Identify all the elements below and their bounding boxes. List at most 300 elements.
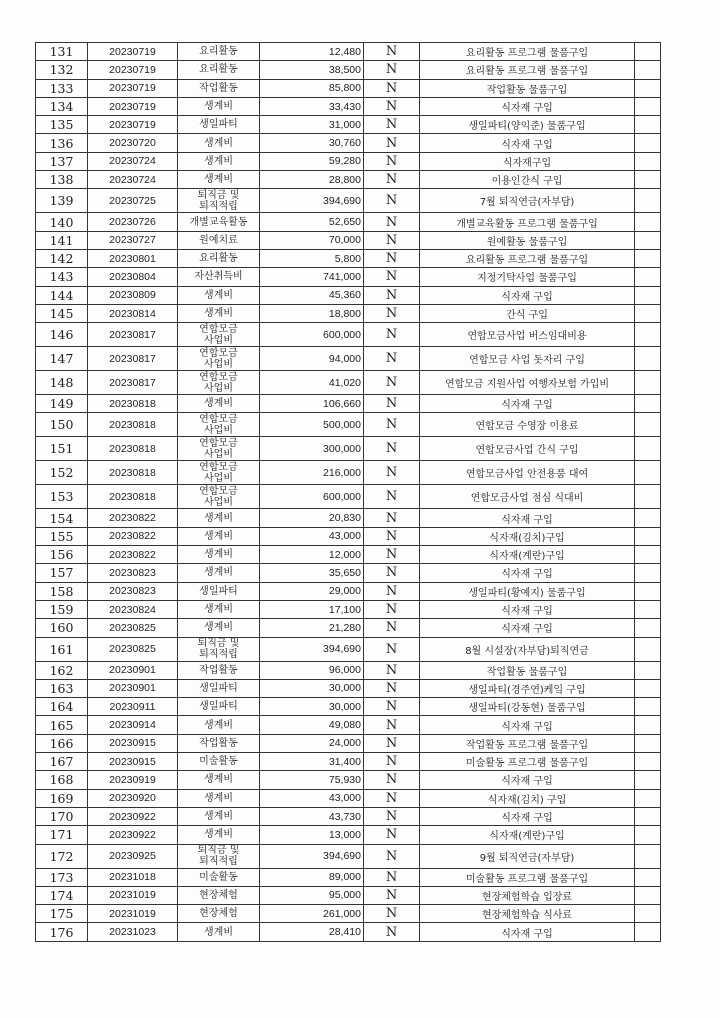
row-description: 9월 퇴직연금(자부담) bbox=[420, 844, 635, 868]
row-amount: 394,690 bbox=[260, 637, 364, 661]
row-blank-cell bbox=[635, 826, 661, 844]
row-date: 20230804 bbox=[88, 268, 178, 286]
row-number: 171 bbox=[36, 826, 88, 844]
row-flag: N bbox=[364, 152, 420, 170]
row-description: 개별교육활동 프로그램 물품구입 bbox=[420, 213, 635, 231]
row-description: 미술활동 프로그램 물품구입 bbox=[420, 753, 635, 771]
table-row bbox=[36, 116, 661, 134]
row-description: 연합모금 수영장 이용료 bbox=[420, 413, 635, 437]
row-description: 현장체험학습 식사료 bbox=[420, 905, 635, 923]
row-description: 연합모금사업 버스임대비용 bbox=[420, 323, 635, 347]
row-date: 20230920 bbox=[88, 789, 178, 807]
row-number: 142 bbox=[36, 249, 88, 267]
row-number: 133 bbox=[36, 79, 88, 97]
row-flag: N bbox=[364, 134, 420, 152]
row-amount: 30,760 bbox=[260, 134, 364, 152]
row-amount: 31,400 bbox=[260, 753, 364, 771]
row-date: 20230817 bbox=[88, 347, 178, 371]
row-description: 현장체험학습 입장료 bbox=[420, 886, 635, 904]
row-blank-cell bbox=[635, 564, 661, 582]
row-flag: N bbox=[364, 807, 420, 825]
row-category: 현장체험 bbox=[178, 886, 260, 904]
row-number: 145 bbox=[36, 304, 88, 322]
row-amount: 12,480 bbox=[260, 43, 364, 61]
row-date: 20230822 bbox=[88, 527, 178, 545]
row-flag: N bbox=[364, 347, 420, 371]
row-blank-cell bbox=[635, 753, 661, 771]
row-amount: 95,000 bbox=[260, 886, 364, 904]
row-category: 개별교육활동 bbox=[178, 213, 260, 231]
row-flag: N bbox=[364, 437, 420, 461]
row-description: 연합모금사업 간식 구입 bbox=[420, 437, 635, 461]
row-description: 지정기탁사업 물품구입 bbox=[420, 268, 635, 286]
row-description: 식자재 구입 bbox=[420, 771, 635, 789]
row-flag: N bbox=[364, 527, 420, 545]
table-row bbox=[36, 600, 661, 618]
row-amount: 29,000 bbox=[260, 582, 364, 600]
row-flag: N bbox=[364, 43, 420, 61]
row-number: 162 bbox=[36, 661, 88, 679]
expense-ledger-table bbox=[35, 42, 661, 942]
row-amount: 85,800 bbox=[260, 79, 364, 97]
table-row bbox=[36, 152, 661, 170]
row-blank-cell bbox=[635, 844, 661, 868]
table-row bbox=[36, 582, 661, 600]
row-amount: 17,100 bbox=[260, 600, 364, 618]
row-description: 연합모금사업 점심 식대비 bbox=[420, 485, 635, 509]
table-row bbox=[36, 97, 661, 115]
row-flag: N bbox=[364, 61, 420, 79]
table-row bbox=[36, 546, 661, 564]
row-category: 생계비 bbox=[178, 286, 260, 304]
row-flag: N bbox=[364, 509, 420, 527]
row-number: 156 bbox=[36, 546, 88, 564]
row-date: 20230817 bbox=[88, 323, 178, 347]
row-date: 20230922 bbox=[88, 807, 178, 825]
table-row bbox=[36, 213, 661, 231]
row-blank-cell bbox=[635, 868, 661, 886]
row-category: 생계비 bbox=[178, 564, 260, 582]
row-flag: N bbox=[364, 661, 420, 679]
row-date: 20230817 bbox=[88, 371, 178, 395]
row-description: 식자재 구입 bbox=[420, 286, 635, 304]
row-date: 20230823 bbox=[88, 582, 178, 600]
row-number: 164 bbox=[36, 698, 88, 716]
row-number: 144 bbox=[36, 286, 88, 304]
table-row bbox=[36, 679, 661, 697]
row-blank-cell bbox=[635, 807, 661, 825]
row-amount: 94,000 bbox=[260, 347, 364, 371]
row-date: 20230911 bbox=[88, 698, 178, 716]
row-description: 작업활동 물품구입 bbox=[420, 661, 635, 679]
row-description: 식자재(계란)구입 bbox=[420, 546, 635, 564]
row-category: 생일파티 bbox=[178, 116, 260, 134]
row-description: 식자재구입 bbox=[420, 152, 635, 170]
row-blank-cell bbox=[635, 323, 661, 347]
table-row bbox=[36, 527, 661, 545]
row-flag: N bbox=[364, 826, 420, 844]
row-number: 150 bbox=[36, 413, 88, 437]
row-category: 요리활동 bbox=[178, 61, 260, 79]
row-description: 식자재(계란)구입 bbox=[420, 826, 635, 844]
row-date: 20230914 bbox=[88, 716, 178, 734]
row-number: 157 bbox=[36, 564, 88, 582]
row-amount: 28,410 bbox=[260, 923, 364, 941]
row-flag: N bbox=[364, 886, 420, 904]
row-flag: N bbox=[364, 97, 420, 115]
row-category: 연합모금 사업비 bbox=[178, 347, 260, 371]
row-flag: N bbox=[364, 231, 420, 249]
row-blank-cell bbox=[635, 734, 661, 752]
row-flag: N bbox=[364, 868, 420, 886]
row-amount: 394,690 bbox=[260, 189, 364, 213]
table-row bbox=[36, 807, 661, 825]
row-amount: 5,800 bbox=[260, 249, 364, 267]
row-category: 요리활동 bbox=[178, 249, 260, 267]
row-date: 20230818 bbox=[88, 437, 178, 461]
table-row bbox=[36, 323, 661, 347]
row-category: 생계비 bbox=[178, 807, 260, 825]
row-flag: N bbox=[364, 679, 420, 697]
row-blank-cell bbox=[635, 600, 661, 618]
row-date: 20230919 bbox=[88, 771, 178, 789]
row-description: 생일파티(황예지) 물품구입 bbox=[420, 582, 635, 600]
row-number: 141 bbox=[36, 231, 88, 249]
row-amount: 45,360 bbox=[260, 286, 364, 304]
row-amount: 106,660 bbox=[260, 395, 364, 413]
row-blank-cell bbox=[635, 582, 661, 600]
row-flag: N bbox=[364, 619, 420, 637]
row-flag: N bbox=[364, 734, 420, 752]
row-blank-cell bbox=[635, 213, 661, 231]
row-date: 20230915 bbox=[88, 753, 178, 771]
row-amount: 89,000 bbox=[260, 868, 364, 886]
row-category: 생일파티 bbox=[178, 679, 260, 697]
row-number: 170 bbox=[36, 807, 88, 825]
row-blank-cell bbox=[635, 637, 661, 661]
row-date: 20230824 bbox=[88, 600, 178, 618]
row-description: 식자재 구입 bbox=[420, 509, 635, 527]
row-category: 생계비 bbox=[178, 152, 260, 170]
row-amount: 600,000 bbox=[260, 323, 364, 347]
row-date: 20230818 bbox=[88, 485, 178, 509]
row-blank-cell bbox=[635, 395, 661, 413]
row-amount: 216,000 bbox=[260, 461, 364, 485]
row-flag: N bbox=[364, 268, 420, 286]
row-blank-cell bbox=[635, 286, 661, 304]
table-row bbox=[36, 347, 661, 371]
row-amount: 12,000 bbox=[260, 546, 364, 564]
row-date: 20230724 bbox=[88, 171, 178, 189]
row-blank-cell bbox=[635, 43, 661, 61]
row-description: 식자재 구입 bbox=[420, 97, 635, 115]
row-date: 20230818 bbox=[88, 395, 178, 413]
table-row bbox=[36, 923, 661, 941]
row-number: 152 bbox=[36, 461, 88, 485]
row-blank-cell bbox=[635, 268, 661, 286]
row-number: 159 bbox=[36, 600, 88, 618]
row-blank-cell bbox=[635, 97, 661, 115]
row-blank-cell bbox=[635, 116, 661, 134]
row-number: 154 bbox=[36, 509, 88, 527]
row-date: 20230725 bbox=[88, 189, 178, 213]
row-blank-cell bbox=[635, 171, 661, 189]
row-number: 136 bbox=[36, 134, 88, 152]
row-flag: N bbox=[364, 189, 420, 213]
row-number: 153 bbox=[36, 485, 88, 509]
row-amount: 13,000 bbox=[260, 826, 364, 844]
row-date: 20231018 bbox=[88, 868, 178, 886]
row-number: 137 bbox=[36, 152, 88, 170]
row-date: 20230818 bbox=[88, 461, 178, 485]
row-description: 요리활동 프로그램 물품구입 bbox=[420, 249, 635, 267]
row-flag: N bbox=[364, 753, 420, 771]
row-category: 생계비 bbox=[178, 546, 260, 564]
row-category: 생계비 bbox=[178, 600, 260, 618]
row-number: 155 bbox=[36, 527, 88, 545]
row-description: 생일파티(양익준) 물품구입 bbox=[420, 116, 635, 134]
row-date: 20230719 bbox=[88, 79, 178, 97]
row-category: 연합모금 사업비 bbox=[178, 371, 260, 395]
row-number: 158 bbox=[36, 582, 88, 600]
row-amount: 43,000 bbox=[260, 527, 364, 545]
table-row bbox=[36, 79, 661, 97]
row-blank-cell bbox=[635, 886, 661, 904]
row-number: 131 bbox=[36, 43, 88, 61]
row-blank-cell bbox=[635, 304, 661, 322]
row-category: 작업활동 bbox=[178, 734, 260, 752]
row-category: 생계비 bbox=[178, 395, 260, 413]
row-flag: N bbox=[364, 171, 420, 189]
table-row bbox=[36, 413, 661, 437]
row-category: 퇴직금 및 퇴직적립 bbox=[178, 189, 260, 213]
row-blank-cell bbox=[635, 527, 661, 545]
row-description: 작업활동 물품구입 bbox=[420, 79, 635, 97]
row-blank-cell bbox=[635, 134, 661, 152]
table-row bbox=[36, 886, 661, 904]
table-row bbox=[36, 134, 661, 152]
row-blank-cell bbox=[635, 789, 661, 807]
row-category: 생계비 bbox=[178, 789, 260, 807]
row-date: 20230901 bbox=[88, 679, 178, 697]
row-blank-cell bbox=[635, 546, 661, 564]
row-amount: 600,000 bbox=[260, 485, 364, 509]
row-blank-cell bbox=[635, 509, 661, 527]
row-description: 연합모금 사업 돗자리 구입 bbox=[420, 347, 635, 371]
row-category: 연합모금 사업비 bbox=[178, 485, 260, 509]
row-category: 생계비 bbox=[178, 923, 260, 941]
row-flag: N bbox=[364, 371, 420, 395]
row-description: 간식 구입 bbox=[420, 304, 635, 322]
row-blank-cell bbox=[635, 679, 661, 697]
row-flag: N bbox=[364, 600, 420, 618]
row-category: 작업활동 bbox=[178, 661, 260, 679]
row-amount: 52,650 bbox=[260, 213, 364, 231]
row-number: 134 bbox=[36, 97, 88, 115]
row-blank-cell bbox=[635, 347, 661, 371]
row-number: 149 bbox=[36, 395, 88, 413]
row-category: 생계비 bbox=[178, 304, 260, 322]
row-number: 135 bbox=[36, 116, 88, 134]
table-row bbox=[36, 395, 661, 413]
row-description: 생일파티(경주연)케잌 구입 bbox=[420, 679, 635, 697]
row-number: 166 bbox=[36, 734, 88, 752]
row-flag: N bbox=[364, 698, 420, 716]
row-flag: N bbox=[364, 637, 420, 661]
row-flag: N bbox=[364, 771, 420, 789]
row-blank-cell bbox=[635, 619, 661, 637]
row-date: 20230719 bbox=[88, 61, 178, 79]
row-number: 147 bbox=[36, 347, 88, 371]
row-date: 20230814 bbox=[88, 304, 178, 322]
row-category: 생계비 bbox=[178, 771, 260, 789]
row-number: 167 bbox=[36, 753, 88, 771]
row-date: 20230724 bbox=[88, 152, 178, 170]
row-flag: N bbox=[364, 546, 420, 564]
row-flag: N bbox=[364, 286, 420, 304]
row-flag: N bbox=[364, 304, 420, 322]
row-date: 20230915 bbox=[88, 734, 178, 752]
table-row bbox=[36, 734, 661, 752]
row-blank-cell bbox=[635, 371, 661, 395]
row-category: 생계비 bbox=[178, 171, 260, 189]
row-number: 148 bbox=[36, 371, 88, 395]
row-description: 식자재 구입 bbox=[420, 395, 635, 413]
table-row bbox=[36, 509, 661, 527]
row-category: 생계비 bbox=[178, 527, 260, 545]
table-row bbox=[36, 485, 661, 509]
table-row bbox=[36, 771, 661, 789]
row-date: 20230726 bbox=[88, 213, 178, 231]
row-amount: 30,000 bbox=[260, 698, 364, 716]
row-description: 연합모금사업 안전용품 대여 bbox=[420, 461, 635, 485]
row-amount: 33,430 bbox=[260, 97, 364, 115]
row-flag: N bbox=[364, 79, 420, 97]
table-row bbox=[36, 619, 661, 637]
row-blank-cell bbox=[635, 923, 661, 941]
table-row bbox=[36, 698, 661, 716]
row-category: 생계비 bbox=[178, 619, 260, 637]
table-row bbox=[36, 286, 661, 304]
row-blank-cell bbox=[635, 661, 661, 679]
row-date: 20230822 bbox=[88, 546, 178, 564]
row-description: 요리활동 프로그램 물품구입 bbox=[420, 43, 635, 61]
row-number: 138 bbox=[36, 171, 88, 189]
row-blank-cell bbox=[635, 461, 661, 485]
row-number: 163 bbox=[36, 679, 88, 697]
table-row bbox=[36, 189, 661, 213]
row-amount: 500,000 bbox=[260, 413, 364, 437]
row-amount: 31,000 bbox=[260, 116, 364, 134]
row-date: 20230719 bbox=[88, 116, 178, 134]
row-flag: N bbox=[364, 582, 420, 600]
row-flag: N bbox=[364, 395, 420, 413]
row-flag: N bbox=[364, 116, 420, 134]
row-description: 식자재 구입 bbox=[420, 134, 635, 152]
table-row bbox=[36, 826, 661, 844]
row-number: 176 bbox=[36, 923, 88, 941]
row-description: 생일파티(강동현) 물품구입 bbox=[420, 698, 635, 716]
row-amount: 21,280 bbox=[260, 619, 364, 637]
row-category: 연합모금 사업비 bbox=[178, 437, 260, 461]
row-category: 원예치료 bbox=[178, 231, 260, 249]
row-description: 식자재 구입 bbox=[420, 716, 635, 734]
row-amount: 70,000 bbox=[260, 231, 364, 249]
row-description: 식자재 구입 bbox=[420, 619, 635, 637]
row-amount: 741,000 bbox=[260, 268, 364, 286]
row-number: 151 bbox=[36, 437, 88, 461]
row-description: 미술활동 프로그램 물품구입 bbox=[420, 868, 635, 886]
row-flag: N bbox=[364, 323, 420, 347]
table-row bbox=[36, 789, 661, 807]
row-number: 173 bbox=[36, 868, 88, 886]
row-category: 연합모금 사업비 bbox=[178, 413, 260, 437]
table-row bbox=[36, 844, 661, 868]
row-amount: 394,690 bbox=[260, 844, 364, 868]
row-category: 퇴직금 및 퇴직적립 bbox=[178, 844, 260, 868]
row-number: 140 bbox=[36, 213, 88, 231]
row-date: 20230922 bbox=[88, 826, 178, 844]
row-date: 20230825 bbox=[88, 619, 178, 637]
row-date: 20230822 bbox=[88, 509, 178, 527]
row-flag: N bbox=[364, 485, 420, 509]
row-flag: N bbox=[364, 564, 420, 582]
row-blank-cell bbox=[635, 189, 661, 213]
row-date: 20230925 bbox=[88, 844, 178, 868]
row-description: 요리활동 프로그램 물품구입 bbox=[420, 61, 635, 79]
row-number: 174 bbox=[36, 886, 88, 904]
row-description: 식자재(김치) 구입 bbox=[420, 789, 635, 807]
row-category: 퇴직금 및 퇴직적립 bbox=[178, 637, 260, 661]
row-description: 원예활동 물품구입 bbox=[420, 231, 635, 249]
row-date: 20230825 bbox=[88, 637, 178, 661]
row-date: 20230801 bbox=[88, 249, 178, 267]
row-blank-cell bbox=[635, 698, 661, 716]
row-date: 20230809 bbox=[88, 286, 178, 304]
row-date: 20230720 bbox=[88, 134, 178, 152]
row-category: 생계비 bbox=[178, 826, 260, 844]
row-amount: 49,080 bbox=[260, 716, 364, 734]
row-blank-cell bbox=[635, 437, 661, 461]
table-row bbox=[36, 564, 661, 582]
row-number: 143 bbox=[36, 268, 88, 286]
row-category: 요리활동 bbox=[178, 43, 260, 61]
table-row bbox=[36, 304, 661, 322]
row-amount: 75,930 bbox=[260, 771, 364, 789]
row-blank-cell bbox=[635, 249, 661, 267]
row-flag: N bbox=[364, 213, 420, 231]
row-flag: N bbox=[364, 716, 420, 734]
row-number: 139 bbox=[36, 189, 88, 213]
row-category: 생일파티 bbox=[178, 582, 260, 600]
table-row bbox=[36, 61, 661, 79]
row-date: 20230818 bbox=[88, 413, 178, 437]
row-number: 161 bbox=[36, 637, 88, 661]
row-date: 20231019 bbox=[88, 886, 178, 904]
table-row bbox=[36, 905, 661, 923]
table-row bbox=[36, 231, 661, 249]
table-row bbox=[36, 371, 661, 395]
row-blank-cell bbox=[635, 716, 661, 734]
table-row bbox=[36, 716, 661, 734]
row-category: 미술활동 bbox=[178, 753, 260, 771]
row-category: 생계비 bbox=[178, 716, 260, 734]
ledger-body bbox=[36, 43, 661, 942]
row-blank-cell bbox=[635, 413, 661, 437]
row-number: 168 bbox=[36, 771, 88, 789]
table-row bbox=[36, 43, 661, 61]
row-blank-cell bbox=[635, 771, 661, 789]
